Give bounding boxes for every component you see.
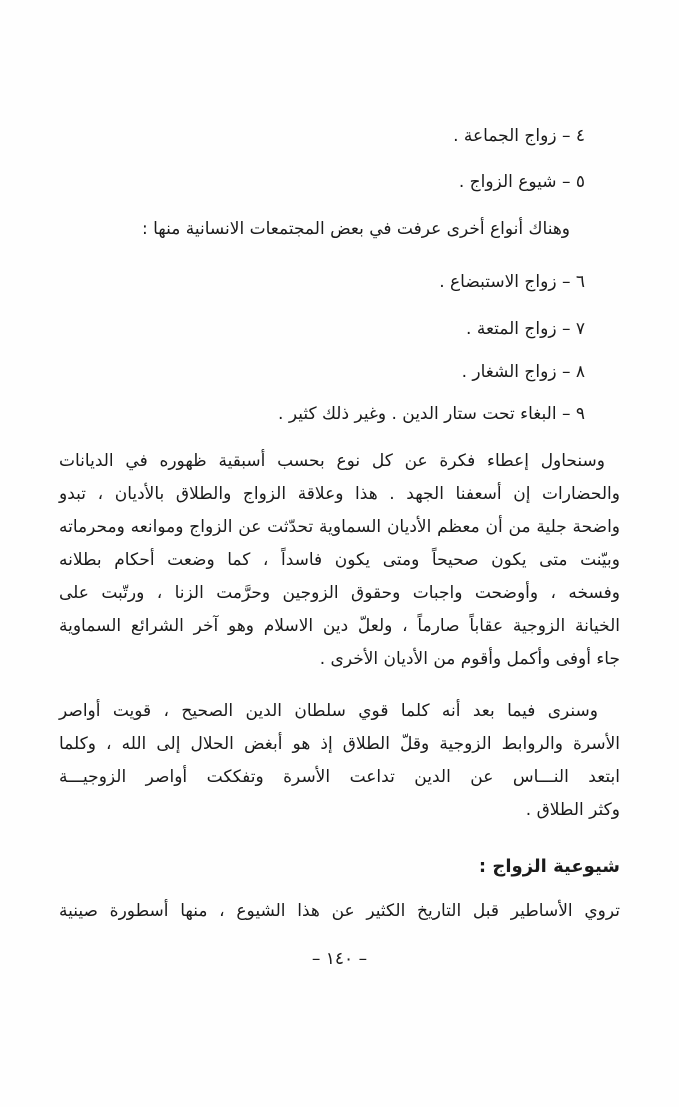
paragraph-line: وسنرى فيما بعد أنه كلما قوي سلطان الدين الصحيح ، قويت أواصر: [59, 701, 598, 721]
paragraph-line: الأسرة والروابط الزوجية وقلّ الطلاق إذ هو أبغض الحلال إلى الله ، وكلما: [59, 734, 620, 754]
paragraph-3-line: تروي الأساطير قبل التاريخ الكثير عن هذا الشيوع ، منها أسطورة صينية: [59, 901, 620, 921]
paragraph-1: [59, 445, 620, 676]
list-item-7: ٧ – زواج المتعة .: [466, 319, 585, 339]
paragraph-line: الخيانة الزوجية عقاباً صارماً ، ولعلّ دين الاسلام وهو آخر الشرائع السماوية: [59, 616, 620, 636]
paragraph-line: ابتعد النـــاس عن الدين تداعت الأسرة وتفككت أواصر الزوجيـــة: [59, 767, 620, 787]
list-item-6: ٦ – زواج الاستبضاع .: [439, 272, 585, 292]
intro-line: وهناك أنواع أخرى عرفت في بعض المجتمعات الانسانية منها :: [141, 219, 570, 239]
paragraph-line: وبيّنت متى يكون صحيحاً ومتى يكون فاسداً ، كما وضعت أحكام بطلانه: [59, 550, 620, 570]
paragraph-line: وفسخه ، وأوضحت واجبات وحقوق الزوجين وحرَّمت الزنا ، ورتّبت على: [59, 583, 620, 603]
paragraph-line: واضحة جلية من أن معظم الأديان السماوية تحدّثت عن الزواج وموانعه ومحرماته: [59, 517, 620, 537]
page-content: [59, 0, 620, 976]
list-item-4: ٤ – زواج الجماعة .: [453, 126, 585, 146]
paragraph-2: [59, 695, 620, 827]
paragraph-line: جاء أوفى وأكمل وأقوم من الأديان الأخرى .: [319, 649, 620, 669]
list-item-5: ٥ – شيوع الزواج .: [458, 172, 585, 192]
paragraph-line: وسنحاول إعطاء فكرة عن كل نوع بحسب أسبقية ظهوره في الديانات: [59, 451, 605, 471]
list-item-9: ٩ – البغاء تحت ستار الدين . وغير ذلك كثير .: [278, 404, 585, 424]
page-number: – ١٤٠ –: [311, 949, 368, 969]
paragraph-line: وكثر الطلاق .: [525, 800, 620, 820]
list-item-8: ٨ – زواج الشغار .: [461, 362, 585, 382]
paragraph-line: والحضارات إن أسعفنا الجهد . هذا وعلاقة الزواج والطلاق بالأديان ، تبدو: [59, 484, 620, 504]
section-heading: شيوعية الزواج :: [478, 856, 620, 877]
